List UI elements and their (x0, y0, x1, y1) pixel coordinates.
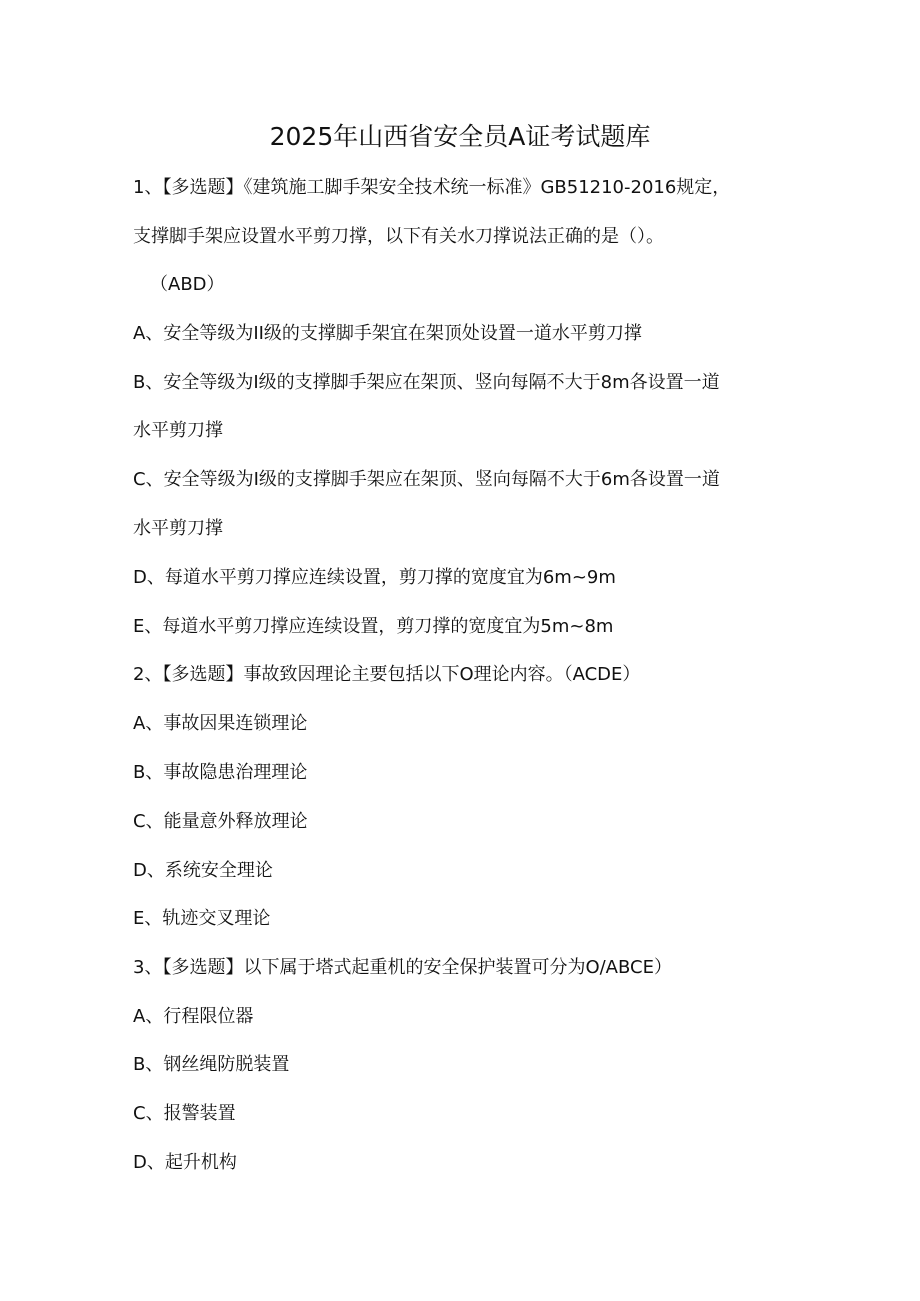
question-2-option-c: C、能量意外释放理论 (133, 811, 308, 832)
question-1-option-e: E、每道水平剪刀撑应连续设置，剪刀撑的宽度宜为5m~8m (133, 616, 614, 637)
question-1-answer: （ABD） (150, 274, 225, 295)
question-2-stem: 2、【多选题】事故致因理论主要包括以下O理论内容。（ACDE） (133, 664, 641, 685)
question-1-option-a: A、安全等级为II级的支撑脚手架宜在架顶处设置一道水平剪刀撑 (133, 323, 642, 344)
question-2-option-e: E、轨迹交叉理论 (133, 908, 271, 929)
question-1-option-b-line-1: B、安全等级为I级的支撑脚手架应在架顶、竖向每隔不大于8m各设置一道 (133, 372, 720, 393)
question-3-option-a: A、行程限位器 (133, 1006, 254, 1027)
question-1-stem-line-1: 1、【多选题】《建筑施工脚手架安全技术统一标准》GB51210-2016规定， (133, 177, 731, 198)
question-3-stem: 3、【多选题】以下属于塔式起重机的安全保护装置可分为O/ABCE） (133, 957, 672, 978)
question-3-option-d: D、起升机构 (133, 1152, 237, 1173)
question-1-option-c-line-1: C、安全等级为I级的支撑脚手架应在架顶、竖向每隔不大于6m各设置一道 (133, 469, 720, 490)
question-1-option-b-line-2: 水平剪刀撑 (133, 420, 223, 441)
question-1-stem-line-2: 支撑脚手架应设置水平剪刀撑，以下有关水刀撑说法正确的是（）。 (133, 226, 664, 247)
question-1-option-d: D、每道水平剪刀撑应连续设置，剪刀撑的宽度宜为6m~9m (133, 567, 616, 588)
document-title: 2025年山西省安全员A证考试题库 (269, 122, 651, 151)
question-2-option-d: D、系统安全理论 (133, 860, 273, 881)
question-3-option-c: C、报警装置 (133, 1103, 236, 1124)
question-2-option-a: A、事故因果连锁理论 (133, 713, 308, 734)
question-3-option-b: B、钢丝绳防脱装置 (133, 1054, 290, 1075)
question-1-option-c-line-2: 水平剪刀撑 (133, 518, 223, 539)
question-2-option-b: B、事故隐患治理理论 (133, 762, 308, 783)
